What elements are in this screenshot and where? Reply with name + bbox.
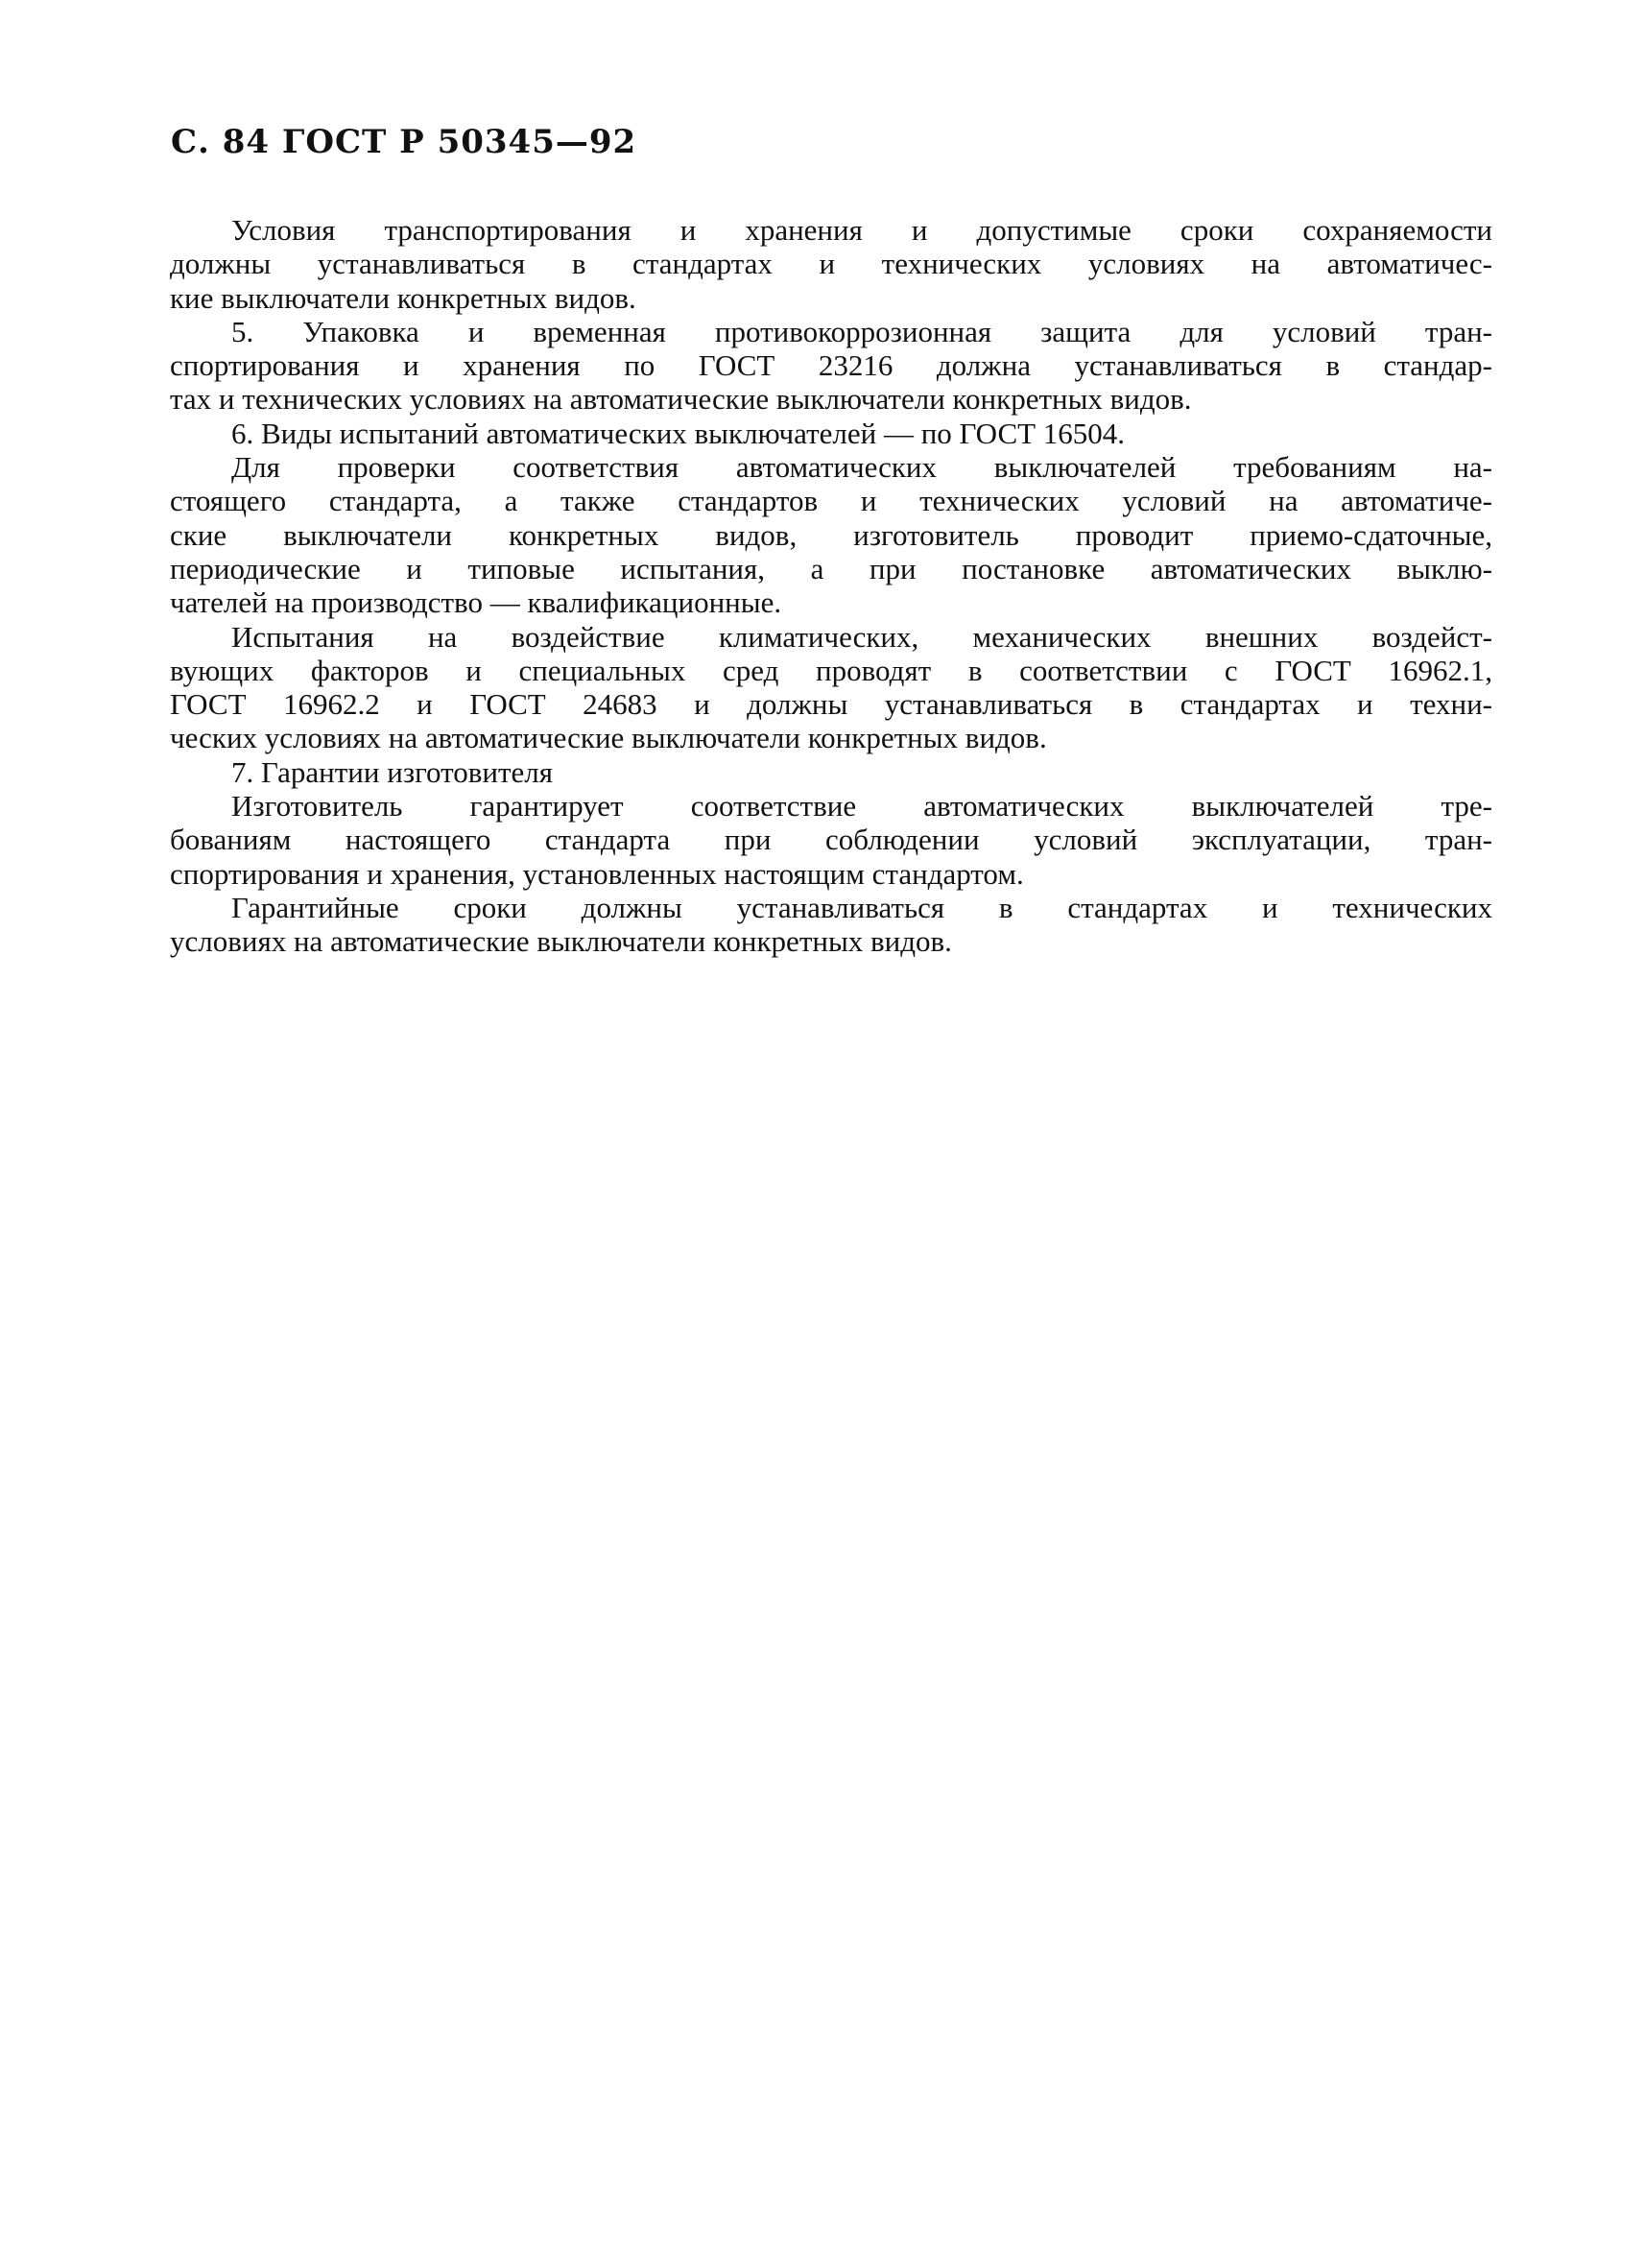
page-header: С. 84 ГОСТ Р 50345—92 — [171, 123, 637, 161]
paragraph — [170, 213, 1492, 315]
text-line: 7. Гарантии изготовителя — [231, 754, 554, 789]
paragraph — [170, 891, 1492, 959]
text-line: Испытания на воздействие климатических, механических внешних воздейст- — [231, 619, 1492, 654]
text-line: Условия транспортирования и хранения и допустимые сроки сохраняемости — [231, 213, 1492, 247]
text-line: ческих условиях на автоматические выключатели конкретных видов. — [170, 721, 1047, 755]
paragraph — [170, 315, 1492, 417]
paragraph — [170, 417, 1492, 450]
text-line: Гарантийные сроки должны устанавливаться в стандартах и технических — [231, 890, 1492, 924]
paragraph — [170, 450, 1492, 619]
text-line: 6. Виды испытаний автоматических выключателей — по ГОСТ 16504. — [231, 416, 1126, 450]
text-line: вующих факторов и специальных сред проводят в соответствии с ГОСТ 16962.1, — [170, 653, 1492, 687]
text-line: ские выключатели конкретных видов, изготовитель проводит приемо-сдаточные, — [170, 517, 1492, 552]
text-line: ГОСТ 16962.2 и ГОСТ 24683 и должны устанавливаться в стандартах и техни- — [170, 687, 1492, 722]
text-line: кие выключатели конкретных видов. — [170, 280, 636, 315]
text-line: тах и технических условиях на автоматические выключатели конкретных видов. — [170, 382, 1192, 417]
text-line: чателей на производство — квалификационные. — [170, 585, 782, 620]
paragraph — [170, 620, 1492, 755]
text-line: Для проверки соответствия автоматических выключателей требованиям на- — [231, 450, 1492, 485]
document-body — [170, 213, 1492, 959]
text-line: стоящего стандарта, а также стандартов и технических условий на автоматиче- — [170, 484, 1492, 518]
text-line: должны устанавливаться в стандартах и технических условиях на автоматичес- — [170, 247, 1492, 281]
text-line: спортирования и хранения, установленных настоящим стандартом. — [170, 856, 1024, 891]
text-line: периодические и типовые испытания, а при постановке автоматических выклю- — [170, 551, 1492, 585]
paragraph — [170, 789, 1492, 891]
text-line: 5. Упаковка и временная противокоррозионная защита для условий тран- — [231, 314, 1492, 348]
text-line: Изготовитель гарантирует соответствие автоматических выключателей тре- — [231, 789, 1492, 824]
paragraph — [170, 755, 1492, 789]
text-line: спортирования и хранения по ГОСТ 23216 должна устанавливаться в стандар- — [170, 348, 1492, 383]
text-line: условиях на автоматические выключатели конкретных видов. — [170, 924, 952, 959]
text-line: бованиям настоящего стандарта при соблюдении условий эксплуатации, тран- — [170, 823, 1492, 857]
